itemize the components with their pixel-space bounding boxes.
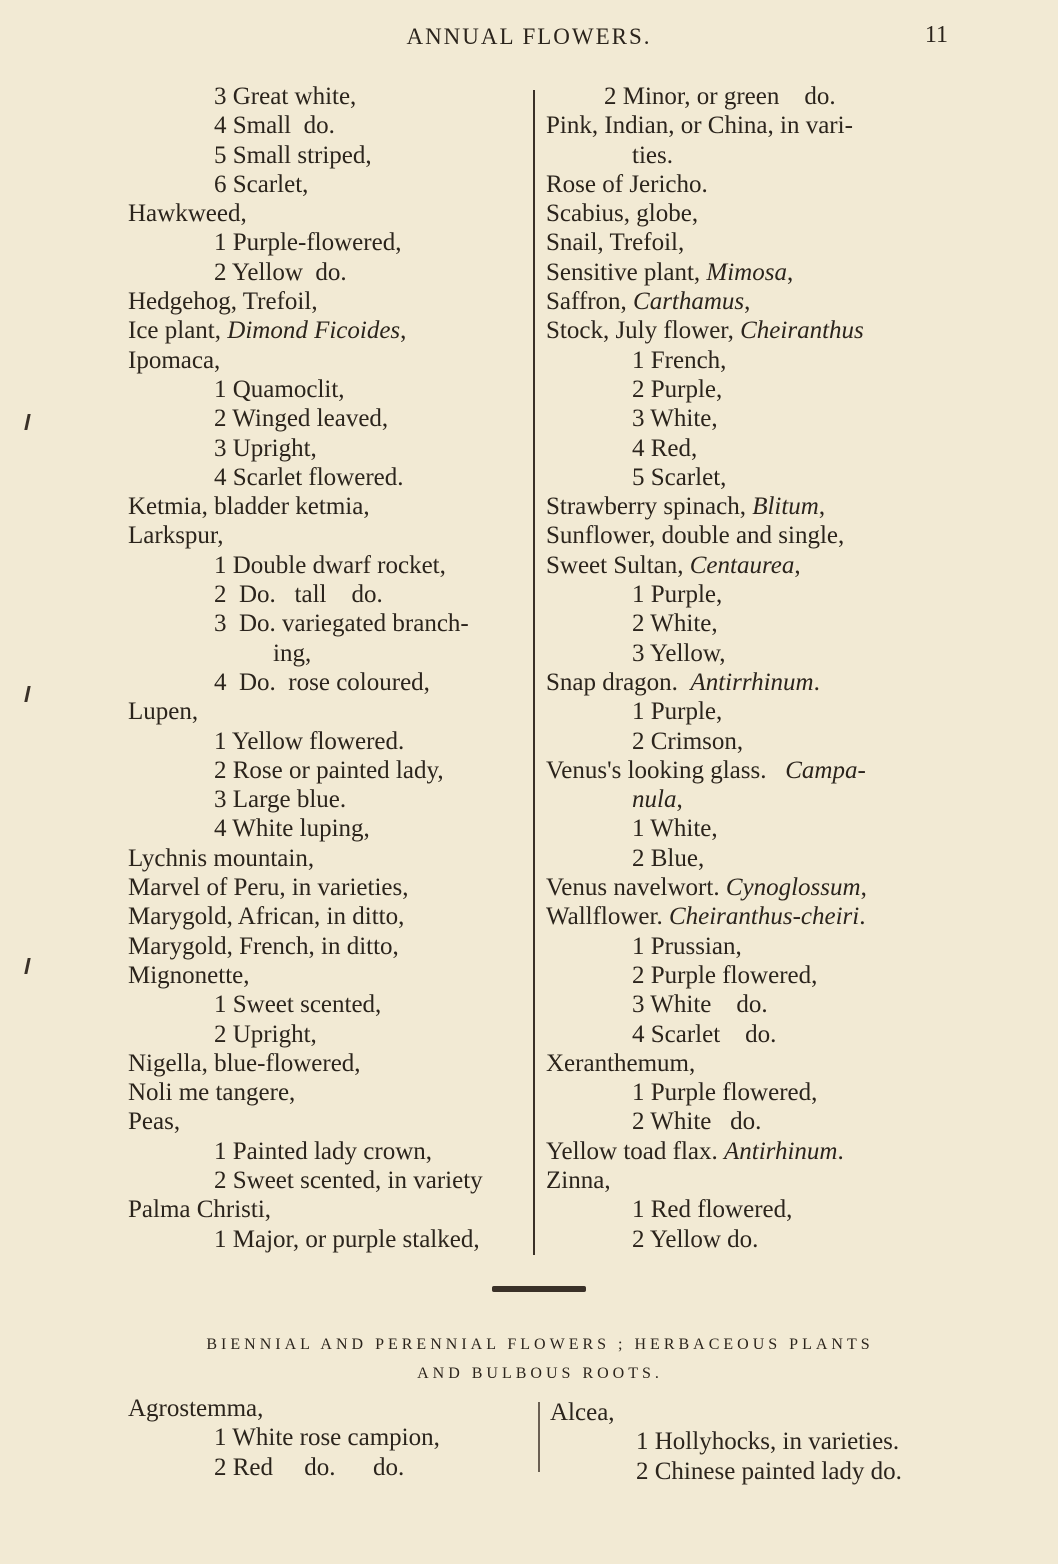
list-line: Agrostemma, (128, 1395, 264, 1422)
list-line: 2 White do. (632, 1108, 762, 1136)
bottom-right-column (550, 1398, 970, 1486)
list-line: 1 Purple flowered, (632, 1079, 818, 1107)
list-line: 1 Purple, (632, 581, 723, 609)
list-line: 2 Upright, (214, 1020, 317, 1048)
list-line: Ice plant, Dimond Ficoides, (128, 317, 407, 345)
list-line: 1 Quamoclit, (214, 375, 345, 403)
list-line: 2 Purple flowered, (632, 961, 818, 989)
list-line: 3 Do. variegated branch- (214, 610, 469, 638)
list-line: Hawkweed, (128, 200, 247, 228)
list-line: Scabius, globe, (546, 200, 699, 228)
list-line: Marygold, African, in ditto, (128, 903, 405, 931)
list-line: 3 Yellow, (632, 639, 726, 667)
list-line: Saffron, Carthamus, (546, 288, 751, 316)
list-line: 3 Great white, (214, 83, 357, 110)
list-line: 5 Scarlet, (632, 463, 727, 491)
list-line: 4 Do. rose coloured, (214, 668, 430, 696)
list-line: 1 Hollyhocks, in varieties. (636, 1428, 900, 1456)
section-ornament (492, 1286, 586, 1292)
list-line: 2 Red do. do. (214, 1453, 405, 1481)
list-line: 3 Upright, (214, 434, 317, 462)
list-line: 1 Prussian, (632, 932, 742, 960)
list-line: 4 Scarlet flowered. (214, 463, 404, 491)
running-title: ANNUAL FLOWERS. (406, 24, 652, 49)
list-line: Zinna, (546, 1166, 611, 1194)
list-line: Palma Christi, (128, 1196, 272, 1224)
list-line: Snail, Trefoil, (546, 229, 685, 257)
list-line: Noli me tangere, (128, 1079, 296, 1107)
bottom-column-divider (538, 1402, 540, 1472)
page-number: 11 (924, 22, 948, 48)
list-line: nula, (632, 786, 683, 814)
list-line: 3 White do. (632, 991, 768, 1019)
list-line: Snap dragon. Antirrhinum. (546, 668, 820, 696)
list-line: 4 White luping, (214, 815, 370, 843)
list-line: 1 Sweet scented, (214, 991, 382, 1019)
list-line: Pink, Indian, or China, in vari- (546, 112, 853, 140)
list-line: ing, (273, 639, 312, 667)
list-line: Ipomaca, (128, 346, 221, 374)
list-line: 5 Small striped, (214, 141, 372, 169)
latin-name: Mimosa (706, 258, 787, 286)
latin-name: Cheiranthus (740, 317, 864, 345)
latin-name: Antirrhinum (690, 668, 814, 696)
list-line: Venus navelwort. Cynoglossum, (546, 874, 867, 902)
list-line: Ketmia, bladder ketmia, (128, 493, 370, 521)
list-line: Stock, July flower, Cheiranthus (546, 317, 864, 345)
list-line: 1 Red flowered, (632, 1196, 793, 1224)
list-line: 1 Major, or purple stalked, (214, 1225, 480, 1253)
margin-mark (24, 958, 30, 974)
latin-name: Carthamus (633, 288, 745, 316)
list-line: Sweet Sultan, Centaurea, (546, 551, 801, 579)
section-heading-line-1: BIENNIAL AND PERENNIAL FLOWERS ; HERBACEOUS PLANTS (206, 1336, 874, 1353)
section-heading (80, 1330, 1000, 1388)
latin-name: Centaurea (689, 551, 795, 579)
list-line: 2 Yellow do. (632, 1225, 759, 1253)
list-line: 3 Large blue. (214, 786, 347, 814)
latin-name: Blitum (752, 493, 819, 521)
list-line: 2 Winged leaved, (214, 405, 389, 433)
list-line: 2 Rose or painted lady, (214, 756, 444, 784)
list-line: Alcea, (550, 1399, 615, 1426)
list-line: 1 Purple, (632, 698, 723, 726)
list-line: Venus's looking glass. Campa- (546, 756, 866, 784)
latin-name: nula (632, 786, 677, 814)
list-line: Rose of Jericho. (546, 170, 708, 198)
section-heading-line-2: AND BULBOUS ROOTS. (417, 1365, 663, 1382)
latin-name: Cheiranthus-cheiri (668, 903, 860, 931)
list-line: Sensitive plant, Mimosa, (546, 258, 794, 286)
list-line: 1 Yellow flowered. (214, 727, 405, 755)
list-line: 4 Small do. (214, 112, 335, 140)
list-line: Marvel of Peru, in varieties, (128, 874, 409, 902)
margin-mark (24, 686, 30, 702)
list-line: 1 Purple-flowered, (214, 229, 402, 257)
list-line: Lychnis mountain, (128, 844, 315, 872)
list-line: 6 Scarlet, (214, 170, 309, 198)
list-line: ties. (632, 141, 673, 169)
left-column (128, 82, 523, 1254)
list-line: 2 Chinese painted lady do. (636, 1457, 902, 1485)
latin-name: Campa- (785, 756, 866, 784)
list-line: Xeranthemum, (546, 1049, 696, 1077)
latin-name: Dimond Ficoides (227, 317, 401, 345)
list-line: Nigella, blue-flowered, (128, 1049, 361, 1077)
list-line: 4 Red, (632, 434, 698, 462)
list-line: 1 French, (632, 346, 727, 374)
list-line: Mignonette, (128, 961, 250, 989)
list-line: 1 Painted lady crown, (214, 1137, 433, 1165)
list-line: Larkspur, (128, 522, 224, 550)
list-line: Hedgehog, Trefoil, (128, 288, 318, 316)
latin-name: Antirhinum (724, 1137, 838, 1165)
list-line: 1 White, (632, 815, 718, 843)
list-line: 2 Minor, or green do. (604, 83, 836, 110)
latin-name: Cynoglossum (725, 874, 861, 902)
bottom-left-column (128, 1394, 523, 1482)
list-line: Peas, (128, 1108, 181, 1136)
list-line: 2 Yellow do. (214, 258, 347, 286)
list-line: 1 White rose campion, (214, 1424, 440, 1452)
list-line: 3 White, (632, 405, 718, 433)
right-column (546, 82, 966, 1254)
list-line: 4 Scarlet do. (632, 1020, 777, 1048)
list-line: Marygold, French, in ditto, (128, 932, 399, 960)
list-line: Strawberry spinach, Blitum, (546, 493, 826, 521)
column-divider (533, 90, 535, 1255)
list-line: 2 Purple, (632, 375, 723, 403)
list-line: Sunflower, double and single, (546, 522, 845, 550)
list-line: 2 Do. tall do. (214, 581, 383, 609)
list-line: 2 White, (632, 610, 718, 638)
margin-mark (24, 414, 30, 430)
list-line: 2 Sweet scented, in variety (214, 1166, 483, 1194)
list-line: 2 Crimson, (632, 727, 744, 755)
list-line: Wallflower. Cheiranthus-cheiri. (546, 903, 866, 931)
list-line: 2 Blue, (632, 844, 705, 872)
list-line: Yellow toad flax. Antirhinum. (546, 1137, 844, 1165)
list-line: 1 Double dwarf rocket, (214, 551, 446, 579)
list-line: Lupen, (128, 698, 199, 726)
